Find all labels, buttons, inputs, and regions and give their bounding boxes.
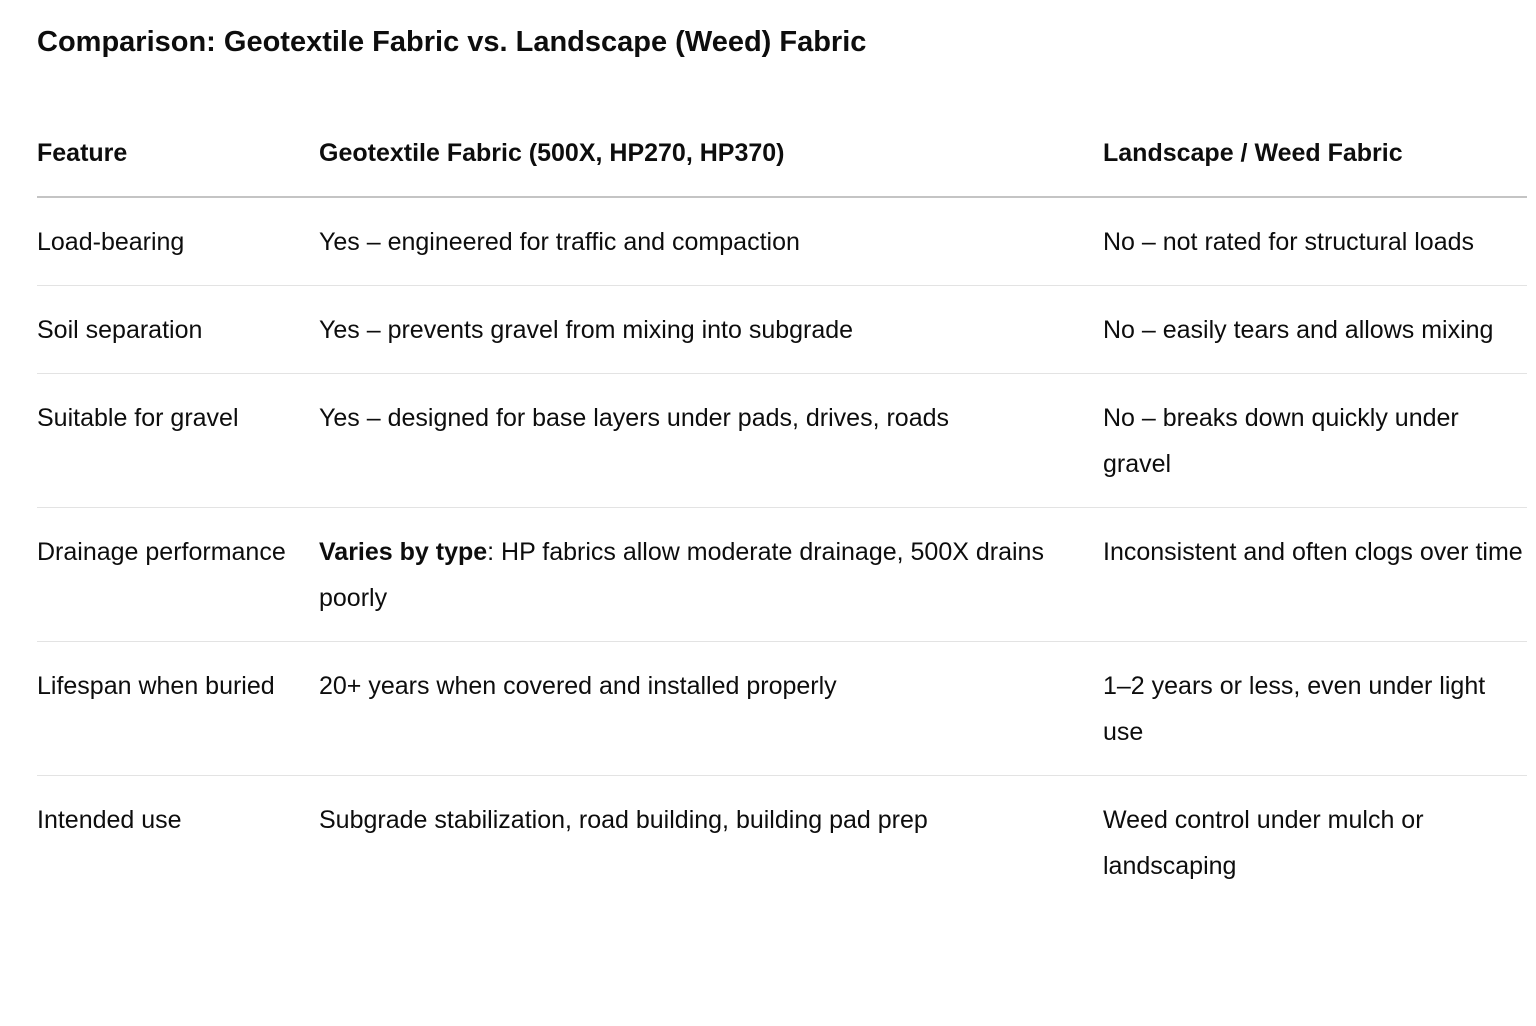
table-row	[37, 642, 1527, 776]
feature-cell: Drainage performance	[37, 508, 319, 642]
geotextile-cell: 20+ years when covered and installed properly	[319, 642, 1103, 776]
geotextile-cell-text: : HP fabrics allow moderate drainage, 500X drains poorly	[319, 538, 1044, 612]
geotextile-cell: Yes – engineered for traffic and compaction	[319, 197, 1103, 286]
table-row	[37, 508, 1527, 642]
geotextile-cell: Yes – designed for base layers under pads, drives, roads	[319, 374, 1103, 508]
table-row	[37, 776, 1527, 910]
feature-cell: Intended use	[37, 806, 182, 834]
comparison-table	[37, 110, 1527, 909]
geotextile-cell: Subgrade stabilization, road building, building pad prep	[319, 806, 928, 834]
column-header-geotextile: Geotextile Fabric (500X, HP270, HP370)	[319, 110, 1103, 197]
page-title: Comparison: Geotextile Fabric vs. Landscape (Weed) Fabric	[37, 26, 867, 58]
feature-cell: Suitable for gravel	[37, 374, 319, 508]
geotextile-cell-emphasis: Varies by type	[319, 538, 488, 566]
feature-cell: Load-bearing	[37, 197, 319, 286]
landscape-cell: 1–2 years or less, even under light use	[1103, 642, 1527, 776]
landscape-cell: No – easily tears and allows mixing	[1103, 286, 1527, 374]
feature-cell: Soil separation	[37, 286, 319, 374]
table-row	[37, 286, 1527, 374]
geotextile-cell	[319, 508, 1103, 642]
landscape-cell: No – not rated for structural loads	[1103, 197, 1527, 286]
landscape-cell: Weed control under mulch or landscaping	[1103, 806, 1424, 880]
table-header-row	[37, 110, 1527, 197]
landscape-cell: Inconsistent and often clogs over time	[1103, 508, 1527, 642]
column-header-landscape: Landscape / Weed Fabric	[1103, 110, 1527, 197]
table-row	[37, 374, 1527, 508]
landscape-cell: No – breaks down quickly under gravel	[1103, 374, 1527, 508]
table-row	[37, 197, 1527, 286]
feature-cell: Lifespan when buried	[37, 642, 319, 776]
column-header-feature: Feature	[37, 110, 319, 197]
geotextile-cell: Yes – prevents gravel from mixing into subgrade	[319, 286, 1103, 374]
